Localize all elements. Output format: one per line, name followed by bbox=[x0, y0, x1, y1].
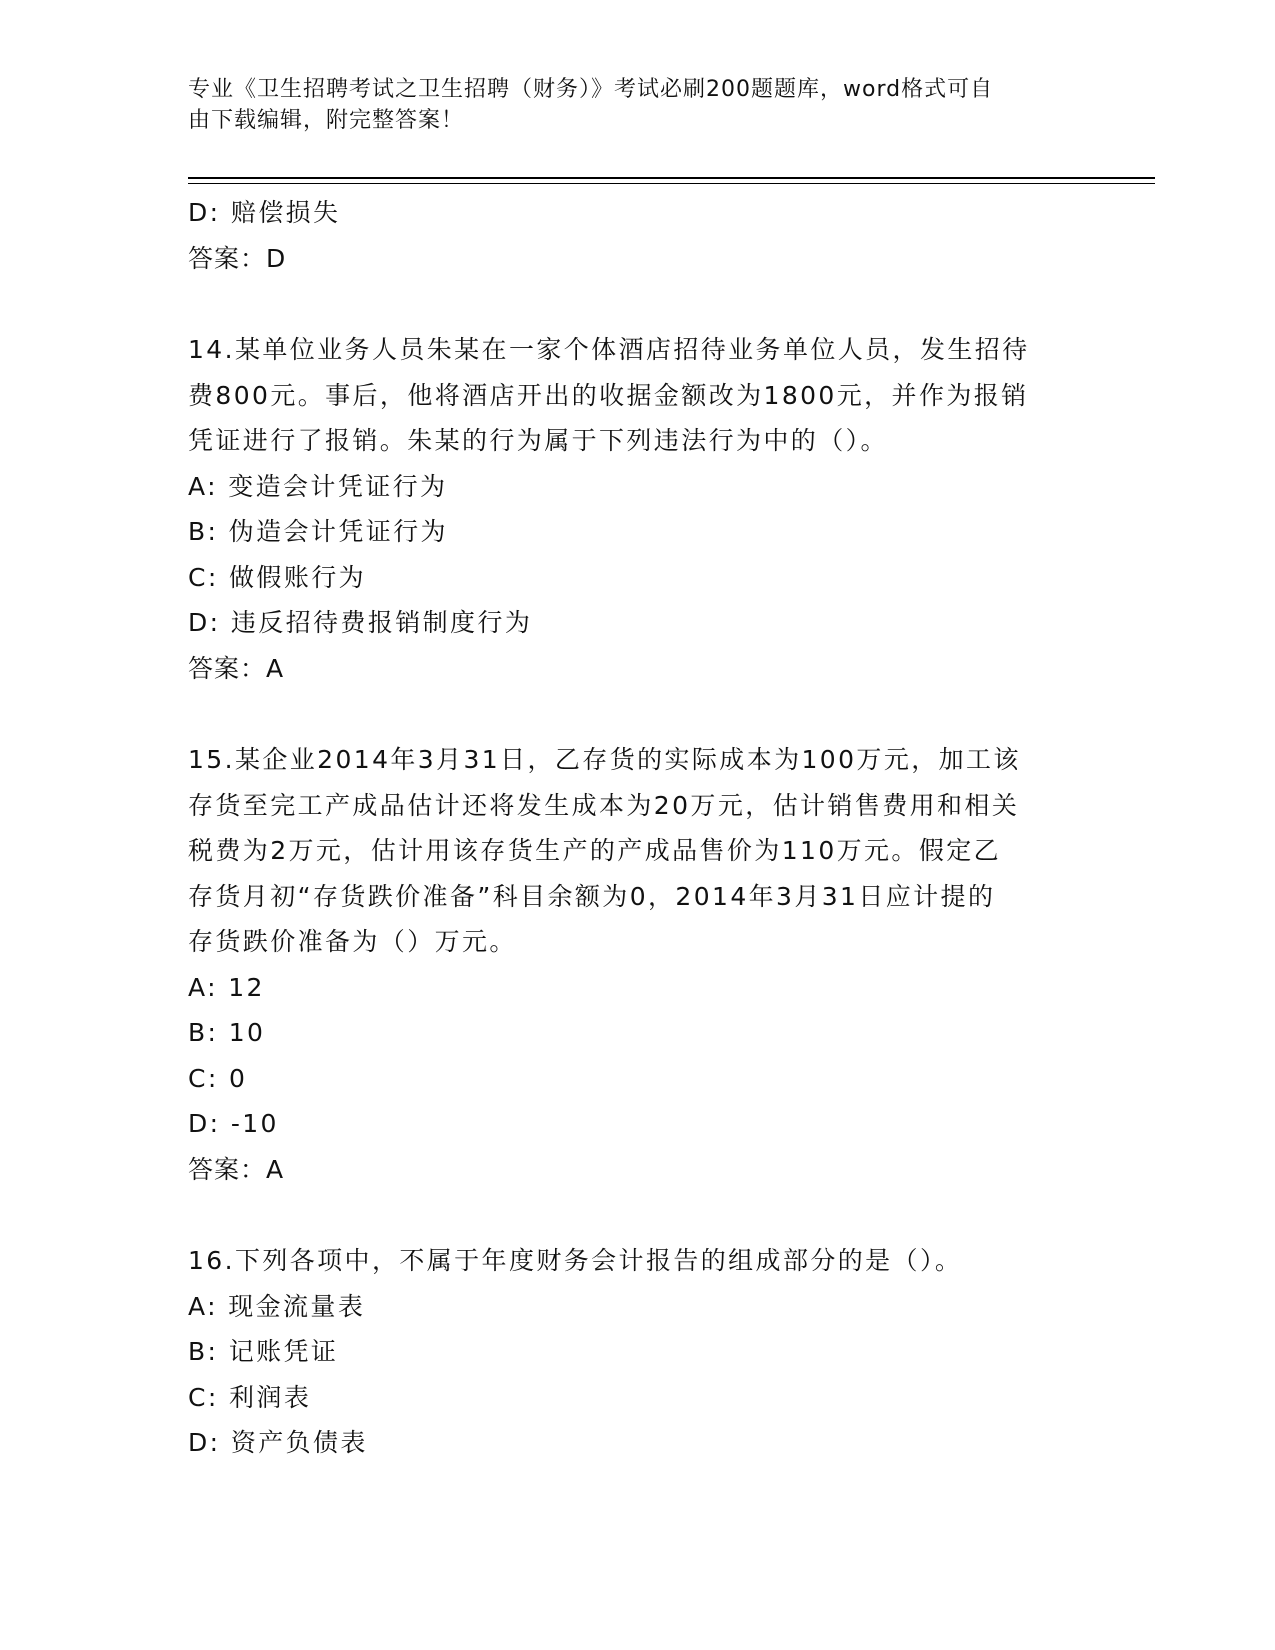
question-text-line: 15.某企业2014年3月31日，乙存货的实际成本为100万元，加工该 bbox=[188, 745, 1021, 774]
option-d: D: 赔偿损失 bbox=[188, 198, 341, 227]
option-d: D: 资产负债表 bbox=[188, 1428, 368, 1457]
option-b: B: 记账凭证 bbox=[188, 1337, 339, 1366]
page-header bbox=[188, 74, 1088, 136]
spacer bbox=[188, 691, 1088, 737]
header-line-1: 专业《卫生招聘考试之卫生招聘（财务）》考试必刷200题题库，word格式可自 bbox=[188, 77, 994, 102]
question-text-line: 16.下列各项中，不属于年度财务会计报告的组成部分的是（）。 bbox=[188, 1246, 963, 1275]
question-list bbox=[188, 190, 1088, 1466]
spacer bbox=[188, 1192, 1088, 1238]
question-text-line: 14.某单位业务人员朱某在一家个体酒店招待业务单位人员，发生招待 bbox=[188, 335, 1030, 364]
question-text-line: 存货跌价准备为（）万元。 bbox=[188, 927, 517, 956]
option-b: B: 伪造会计凭证行为 bbox=[188, 517, 448, 546]
answer-line: 答案：D bbox=[188, 243, 287, 273]
option-a: A: 变造会计凭证行为 bbox=[188, 471, 448, 501]
option-a: A: 12 bbox=[188, 972, 265, 1002]
question-14 bbox=[188, 327, 1088, 691]
option-c: C: 0 bbox=[188, 1063, 248, 1093]
option-c: C: 做假账行为 bbox=[188, 562, 367, 592]
header-divider-thin bbox=[188, 183, 1155, 184]
answer-line: 答案：A bbox=[188, 1154, 285, 1184]
question-16 bbox=[188, 1238, 1088, 1466]
question-15 bbox=[188, 737, 1088, 1192]
question-text-line: 费800元。事后，他将酒店开出的收据金额改为1800元，并作为报销 bbox=[188, 380, 1029, 410]
question-text-line: 税费为2万元，估计用该存货生产的产成品售价为110万元。假定乙 bbox=[188, 836, 1002, 865]
option-a: A: 现金流量表 bbox=[188, 1291, 366, 1321]
option-c: C: 利润表 bbox=[188, 1382, 312, 1412]
question-text-line: 凭证进行了报销。朱某的行为属于下列违法行为中的（）。 bbox=[188, 426, 888, 455]
question-text-line: 存货月初“存货跌价准备”科目余额为0，2014年3月31日应计提的 bbox=[188, 881, 996, 911]
header-line-2: 由下载编辑，附完整答案！ bbox=[188, 108, 465, 133]
option-d: D: 违反招待费报销制度行为 bbox=[188, 608, 533, 637]
spacer bbox=[188, 281, 1088, 327]
option-b: B: 10 bbox=[188, 1018, 266, 1047]
question-text-line: 存货至完工产成品估计还将发生成本为20万元，估计销售费用和相关 bbox=[188, 790, 1020, 820]
answer-line: 答案：A bbox=[188, 653, 285, 683]
header-divider-thick bbox=[188, 177, 1155, 179]
question-13-tail bbox=[188, 190, 1088, 281]
option-d: D: -10 bbox=[188, 1109, 279, 1138]
